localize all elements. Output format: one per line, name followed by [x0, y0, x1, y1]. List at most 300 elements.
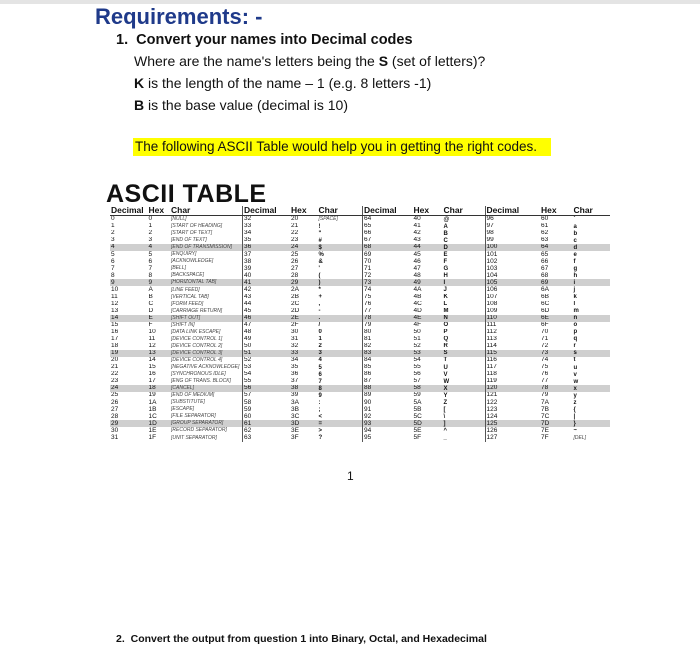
table-cell: 29 — [110, 420, 148, 427]
table-row — [110, 420, 610, 427]
table-cell: U — [443, 364, 448, 371]
table-cell: _ — [443, 435, 447, 442]
table-cell: [END OF TRANSMISSION] — [170, 244, 243, 251]
table-cell: < — [318, 413, 323, 420]
table-cell: ] — [443, 420, 486, 427]
table-cell: 7A — [541, 399, 549, 406]
table-cell: 78 — [363, 315, 413, 322]
table-cell: ~ — [573, 427, 578, 434]
table-cell: 79 — [363, 322, 413, 329]
table-cell: 69 — [540, 279, 573, 286]
table-cell: z — [573, 399, 577, 406]
table-row — [110, 399, 610, 406]
table-cell: v — [573, 371, 577, 378]
question-2 — [116, 633, 487, 645]
table-cell: [END OF TEXT] — [171, 237, 207, 244]
table-cell: 4D — [413, 307, 422, 314]
column-header: Hex — [290, 206, 318, 216]
table-cell: [SUBSTITUTE] — [171, 399, 205, 406]
table-row — [110, 364, 610, 371]
column-header: Hex — [413, 206, 443, 216]
table-cell: [NEGATIVE ACKNOWLEDGE] — [171, 364, 240, 371]
table-cell: 22 — [111, 371, 119, 378]
table-cell: 3E — [291, 427, 299, 434]
table-cell: 26 — [111, 399, 119, 406]
table-cell: 47 — [243, 322, 291, 329]
table-cell: T — [443, 357, 448, 364]
table-cell: W — [443, 378, 450, 385]
table-cell: 51 — [413, 335, 421, 343]
table-row — [110, 343, 610, 350]
table-cell: 53 — [413, 350, 443, 357]
column-header: Decimal — [110, 206, 148, 216]
table-cell: 18 — [111, 342, 119, 350]
table-cell: e — [573, 251, 577, 258]
table-row — [110, 378, 610, 385]
table-cell: 8 — [111, 272, 115, 279]
table-cell: 114 — [485, 343, 540, 350]
table-cell: 111 — [485, 322, 540, 329]
table-cell: ; — [318, 406, 321, 413]
table-cell: Z — [443, 399, 448, 406]
table-cell: [SYNCHRONOUS IDLE] — [171, 371, 226, 378]
table-cell: [FILE SEPARATOR] — [171, 413, 216, 420]
table-cell: 4F — [413, 321, 422, 328]
table-row — [110, 336, 610, 343]
table-row — [110, 413, 610, 420]
question-1-title — [116, 32, 413, 48]
table-cell: 13 — [148, 350, 171, 357]
table-cell: n — [573, 315, 611, 322]
table-cell: P — [443, 329, 448, 336]
table-cell: 39 — [243, 265, 291, 272]
table-cell: 41 — [243, 279, 291, 286]
table-cell: 106 — [485, 286, 540, 293]
table-cell: s — [573, 350, 611, 357]
table-cell: J — [443, 287, 447, 293]
table-cell: 124 — [485, 413, 540, 420]
table-cell: [SPACE] — [318, 216, 338, 223]
table-cell: M — [443, 308, 449, 315]
table-cell: C — [443, 237, 448, 244]
table-cell: 55 — [243, 378, 291, 385]
table-cell: 22 — [291, 230, 299, 237]
table-cell: 76 — [363, 301, 413, 308]
table-cell: F — [443, 258, 448, 265]
table-row — [110, 279, 610, 286]
table-cell: 0 — [148, 215, 153, 223]
table-cell: 52 — [413, 342, 421, 350]
table-cell: - — [318, 308, 321, 315]
table-cell: 41 — [413, 223, 421, 230]
table-cell: 1 — [148, 223, 153, 230]
table-cell: 108 — [485, 301, 540, 308]
table-cell: 37 — [243, 251, 291, 258]
table-cell: 1C — [148, 413, 157, 420]
table-cell: 21 — [111, 364, 119, 371]
table-row — [110, 230, 610, 237]
table-cell: 54 — [243, 371, 291, 378]
table-cell: 19 — [148, 392, 156, 399]
table-cell: 71 — [363, 265, 413, 272]
table-cell: 34 — [291, 356, 299, 364]
ascii-table-body — [110, 216, 610, 443]
table-cell: [DATA LINK ESCAPE] — [171, 328, 221, 335]
table-cell: } — [573, 420, 611, 427]
table-cell: > — [318, 427, 323, 434]
table-cell: 15 — [111, 321, 119, 328]
table-cell: 35 — [243, 237, 291, 244]
table-row — [110, 427, 610, 434]
table-cell: 94 — [363, 427, 413, 434]
instruction-s-post: (set of letters)? — [388, 53, 486, 69]
table-cell: 62 — [541, 230, 549, 237]
table-cell: 73 — [363, 279, 413, 286]
table-cell: B — [443, 230, 448, 237]
table-cell: 14 — [148, 356, 156, 364]
table-cell: 12 — [111, 300, 119, 307]
table-cell: 32 — [291, 342, 299, 350]
column-header: Char — [318, 206, 363, 216]
table-cell: 65 — [541, 251, 549, 258]
table-cell: [DEL] — [573, 434, 587, 441]
table-cell: 28 — [291, 272, 299, 279]
table-cell: [DEVICE CONTROL 2] — [171, 342, 223, 349]
table-cell: 78 — [540, 385, 573, 392]
table-row — [110, 315, 610, 322]
table-cell: 65 — [363, 223, 413, 230]
table-cell: ' — [318, 265, 320, 272]
table-cell: 3A — [291, 399, 299, 406]
table-cell: 23 — [291, 237, 299, 244]
table-cell: , — [318, 301, 321, 308]
table-cell: m — [573, 308, 579, 315]
table-cell: 1E — [148, 427, 157, 434]
table-cell: y — [573, 392, 577, 399]
table-cell: ( — [318, 272, 321, 279]
table-cell: 74 — [363, 286, 413, 293]
table-cell: l — [573, 301, 576, 308]
table-cell: I — [443, 279, 486, 286]
table-cell: 1D — [148, 420, 171, 427]
table-cell: # — [318, 237, 322, 244]
table-cell: 32 — [243, 216, 291, 224]
table-cell: 6 — [318, 371, 322, 378]
table-cell: [RECORD SEPARATOR] — [171, 427, 227, 434]
table-cell: 0 — [111, 215, 115, 223]
instruction-line-s — [134, 53, 485, 69]
table-cell: 12 — [148, 342, 156, 350]
table-cell: 60 — [243, 413, 291, 420]
table-cell: 83 — [363, 350, 413, 357]
table-cell: ) — [318, 279, 363, 286]
table-cell: 33 — [290, 350, 318, 357]
table-cell: t — [573, 357, 576, 364]
table-cell: 107 — [485, 294, 540, 301]
table-cell: 3 — [111, 237, 115, 244]
table-cell: 19 — [110, 350, 148, 357]
table-cell: 61 — [541, 223, 549, 230]
table-cell: 3F — [291, 434, 299, 441]
table-cell: [CANCEL] — [170, 385, 243, 392]
table-cell: 4 — [110, 244, 148, 251]
table-cell: 59 — [413, 392, 421, 399]
table-row — [110, 237, 610, 244]
table-cell: 44 — [243, 301, 291, 308]
table-row — [110, 406, 610, 413]
table-cell: D — [443, 244, 486, 251]
table-cell: 38 — [290, 385, 318, 392]
table-cell: 13 — [111, 307, 119, 314]
table-cell: g — [573, 265, 578, 272]
table-cell: C — [148, 300, 154, 307]
instruction-s-symbol: S — [378, 53, 389, 69]
table-cell: [BELL] — [171, 265, 187, 272]
table-cell: \ — [443, 413, 446, 420]
table-cell: 26 — [291, 258, 299, 265]
instruction-line-b — [134, 97, 348, 113]
table-cell: 30 — [111, 427, 119, 434]
table-cell: 38 — [243, 258, 291, 265]
table-row — [110, 301, 610, 308]
table-cell: 91 — [363, 406, 413, 413]
table-cell: 7D — [540, 420, 573, 427]
table-cell: 112 — [485, 329, 540, 336]
table-cell: K — [443, 294, 448, 301]
table-cell: = — [318, 420, 363, 427]
table-cell: [NULL] — [171, 216, 187, 223]
table-cell: 35 — [291, 364, 299, 371]
table-cell: 40 — [243, 272, 291, 279]
table-cell: 109 — [485, 308, 540, 315]
table-cell: 93 — [363, 420, 413, 427]
table-cell: 68 — [363, 244, 413, 251]
instruction-k-text: is the length of the name – 1 (e.g. 8 letters -1) — [144, 75, 432, 91]
table-cell: 4B — [413, 293, 422, 300]
table-cell: 121 — [485, 392, 540, 399]
table-cell: 42 — [413, 230, 421, 237]
table-cell: Y — [443, 392, 448, 399]
table-cell: 14 — [110, 315, 148, 322]
table-cell: 5 — [318, 364, 322, 371]
table-cell: 122 — [485, 399, 540, 406]
table-cell: 37 — [291, 378, 299, 385]
table-cell: 3 — [318, 350, 363, 357]
table-cell: 57 — [243, 392, 291, 399]
column-header: Char — [170, 206, 243, 216]
table-cell: [END OF MEDIUM] — [171, 392, 215, 399]
question-2-number: 2. — [116, 633, 125, 645]
table-cell: 96 — [485, 216, 540, 224]
table-cell: 2D — [291, 307, 300, 314]
table-row — [110, 434, 610, 442]
table-cell: [HORIZONTAL TAB] — [170, 279, 243, 286]
table-cell: 63 — [541, 237, 549, 244]
table-cell: B — [148, 293, 153, 300]
table-cell: 87 — [363, 378, 413, 385]
table-cell: 3B — [291, 406, 299, 413]
table-cell: u — [573, 364, 578, 371]
question-1-text: Convert your names into Decimal codes — [136, 32, 413, 48]
table-cell: 16 — [111, 328, 119, 336]
table-cell: 10 — [111, 286, 119, 293]
table-cell: 79 — [541, 392, 549, 399]
table-cell: 44 — [413, 244, 443, 251]
table-cell: 75 — [363, 294, 413, 301]
table-cell: 69 — [363, 251, 413, 258]
question-1-number: 1. — [116, 32, 129, 48]
table-cell: 61 — [243, 420, 291, 427]
table-cell: 0 — [318, 329, 322, 336]
table-cell: 54 — [413, 356, 421, 364]
table-cell: 7 — [318, 378, 322, 385]
table-cell: 127 — [485, 434, 540, 442]
table-cell: F — [148, 321, 153, 328]
instruction-b-symbol: B — [134, 97, 145, 113]
table-cell: 67 — [541, 265, 549, 272]
table-cell: 53 — [243, 364, 291, 371]
table-cell: a — [573, 223, 577, 230]
column-header: Char — [573, 206, 611, 216]
column-header: Hex — [148, 206, 171, 216]
table-cell: A — [148, 286, 153, 293]
table-cell: 33 — [243, 223, 291, 230]
table-cell: $ — [318, 244, 363, 251]
table-row — [110, 244, 610, 251]
table-cell: 6B — [541, 293, 549, 300]
table-cell: L — [443, 301, 448, 308]
table-cell: 90 — [363, 399, 413, 406]
table-cell: 66 — [363, 230, 413, 237]
table-cell: [START OF TEXT] — [171, 230, 213, 237]
table-cell: 47 — [413, 265, 421, 272]
table-cell: 2B — [291, 293, 299, 300]
table-cell: b — [573, 230, 578, 237]
table-cell: 72 — [541, 342, 549, 350]
table-cell: 15 — [148, 364, 156, 371]
table-cell: 5C — [413, 413, 422, 420]
table-row — [110, 223, 610, 230]
table-cell: 50 — [413, 328, 421, 336]
table-cell: 123 — [485, 406, 540, 413]
table-cell: 117 — [485, 364, 540, 371]
table-cell: 74 — [541, 356, 549, 364]
table-cell: 20 — [291, 215, 299, 223]
table-cell: [SHIFT OUT] — [170, 315, 243, 322]
instruction-s-pre: Where are the name's letters being the — [134, 53, 379, 69]
table-cell: 98 — [485, 230, 540, 237]
table-cell: 20 — [111, 356, 119, 364]
table-cell: 11 — [148, 335, 156, 343]
table-cell: 60 — [541, 215, 549, 223]
table-cell: 104 — [485, 272, 540, 279]
page-title: Requirements: - — [95, 4, 263, 29]
table-cell: p — [573, 329, 578, 336]
table-cell: 42 — [243, 286, 291, 293]
table-cell: 77 — [541, 378, 549, 385]
table-cell: 1F — [148, 434, 157, 441]
table-cell: N — [443, 315, 486, 322]
table-cell: 43 — [243, 294, 291, 301]
table-cell: H — [443, 272, 448, 279]
table-cell: [SHIFT IN] — [171, 321, 195, 328]
table-cell: 105 — [485, 279, 540, 286]
table-cell: 1B — [148, 406, 157, 413]
table-cell: : — [318, 399, 321, 406]
table-cell: Q — [443, 336, 449, 343]
table-cell: 11 — [111, 293, 118, 300]
table-row — [110, 322, 610, 329]
table-cell: 39 — [291, 392, 299, 399]
table-cell: 36 — [291, 371, 299, 378]
table-cell: A — [443, 223, 448, 230]
table-cell: 25 — [291, 251, 299, 258]
table-row — [110, 216, 610, 224]
table-cell: 5A — [413, 399, 422, 406]
table-row — [110, 357, 610, 364]
table-cell: . — [318, 315, 363, 322]
table-cell: 110 — [485, 315, 540, 322]
table-cell: 43 — [413, 237, 421, 244]
table-row — [110, 350, 610, 357]
ascii-table-title: ASCII TABLE — [106, 180, 267, 208]
table-row — [110, 329, 610, 336]
table-cell: 89 — [363, 392, 413, 399]
table-row — [110, 286, 610, 293]
table-cell: c — [573, 237, 577, 244]
table-cell: 31 — [111, 434, 119, 441]
table-row — [110, 265, 610, 272]
table-cell: 9 — [148, 279, 171, 286]
table-cell: 7 — [111, 265, 115, 272]
table-cell: 6F — [541, 321, 549, 328]
column-header: Decimal — [363, 206, 413, 216]
table-cell: 45 — [243, 308, 291, 315]
table-cell: 119 — [485, 378, 540, 385]
table-cell: 113 — [485, 336, 540, 343]
table-cell: * — [318, 287, 321, 293]
table-cell: 29 — [290, 279, 318, 286]
table-cell: 48 — [413, 272, 421, 279]
table-cell: 5E — [413, 427, 422, 434]
table-cell: 30 — [291, 328, 299, 336]
table-cell: ` — [573, 216, 576, 223]
instruction-k-symbol: K — [134, 75, 145, 91]
table-cell: 4C — [413, 300, 422, 307]
table-cell: 5F — [413, 434, 422, 441]
table-cell: 80 — [363, 329, 413, 336]
table-cell: 9 — [318, 392, 322, 399]
table-cell: 66 — [541, 258, 549, 265]
table-cell: 102 — [485, 258, 540, 265]
table-cell: 56 — [413, 371, 421, 378]
table-cell: 103 — [485, 265, 540, 272]
table-cell: E — [443, 251, 448, 258]
table-cell: 95 — [363, 434, 413, 442]
table-cell: 17 — [111, 335, 119, 343]
table-cell: 17 — [148, 378, 156, 385]
table-cell: 116 — [485, 357, 540, 364]
table-cell: 81 — [363, 336, 413, 343]
table-cell: 23 — [111, 378, 119, 385]
table-cell: 5 — [148, 251, 153, 258]
table-cell: 34 — [243, 230, 291, 237]
table-cell: 10 — [148, 328, 156, 336]
table-cell: 7F — [541, 434, 549, 441]
table-row — [110, 272, 610, 279]
table-cell: [DEVICE CONTROL 4] — [171, 356, 223, 363]
table-cell: 27 — [291, 265, 299, 272]
